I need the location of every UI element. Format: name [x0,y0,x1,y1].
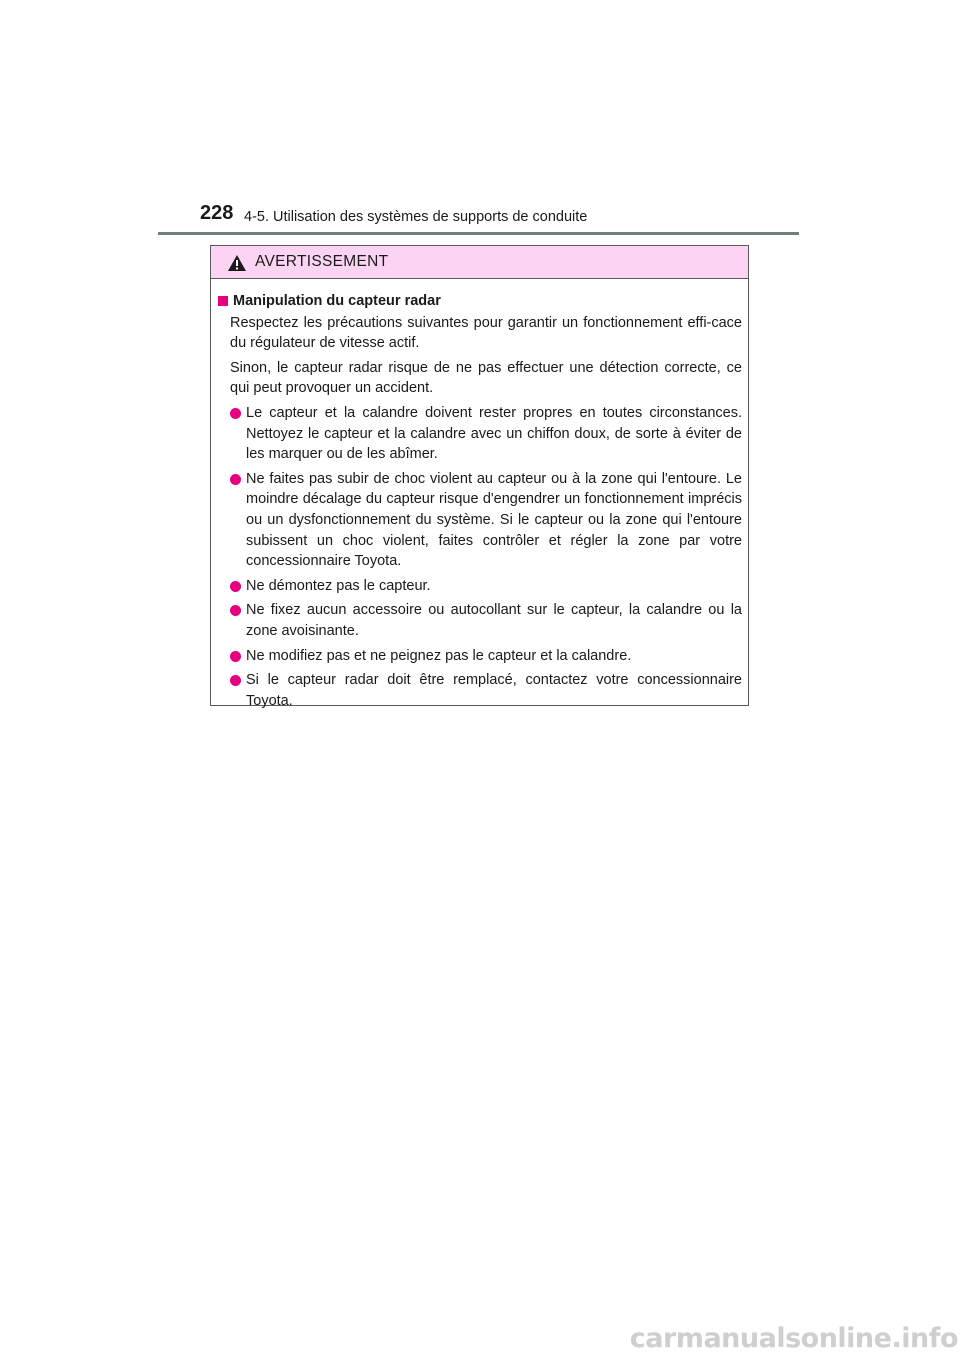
watermark: carmanualsonline.info [629,1323,958,1354]
warning-title: AVERTISSEMENT [255,253,389,270]
warning-header [211,246,748,279]
bullet-dot-icon [230,605,241,616]
paragraph: Respectez les précautions suivantes pour garantir un fonctionnement effi-cace du régulateur de vitesse actif. [230,314,742,352]
subheading-text: Manipulation du capteur radar [233,293,441,309]
page-number: 228 [200,202,234,224]
list-item [230,403,742,465]
bullet-dot-icon [230,408,241,419]
section-title: 4-5. Utilisation des systèmes de supports de conduite [244,209,588,225]
paragraph: Sinon, le capteur radar risque de ne pas effectuer une détection correcte, ce qui peut provoquer un accident. [230,359,742,397]
page-header [200,200,800,236]
header-divider [158,232,799,235]
warning-triangle-icon [227,254,247,272]
list-item [230,670,742,711]
warning-body [211,279,748,711]
bullet-dot-icon [230,651,241,662]
warning-box [210,245,749,709]
bullet-dot-icon [230,474,241,485]
list-item [230,600,742,641]
bullet-dot-icon [230,581,241,592]
square-bullet-icon [218,296,228,306]
list-item-text: Ne démontez pas le capteur. [246,577,431,594]
bullet-dot-icon [230,675,241,686]
list-item [230,469,742,572]
list-item-text: Le capteur et la calandre doivent rester propres en toutes circonstances. Nettoyez le capteur et la calandre avec un chiffon doux, de sorte à éviter de les marquer ou de les abîmer. [246,404,742,463]
list-item-text: Ne modifiez pas et ne peignez pas le capteur et la calandre. [246,647,632,664]
bullet-list [217,403,742,711]
list-item-text: Si le capteur radar doit être remplacé, contactez votre concessionnaire Toyota. [246,672,742,709]
list-item [230,576,742,597]
list-item [230,646,742,667]
list-item-text: Ne fixez aucun accessoire ou autocollant sur le capteur, la calandre ou la zone avoisinante. [246,602,742,639]
list-item-text: Ne faites pas subir de choc violent au capteur ou à la zone qui l'entoure. Le moindre décalage du capteur risque d'engendrer un fonctionnement imprécis ou un dysfonctionnement du système. Si le capteur ou la zone qui l'entoure subissent un choc violent, faites contrôler et régler la zone par votre concessionnaire Toyota. [246,470,742,570]
warning-subheading [217,291,742,312]
